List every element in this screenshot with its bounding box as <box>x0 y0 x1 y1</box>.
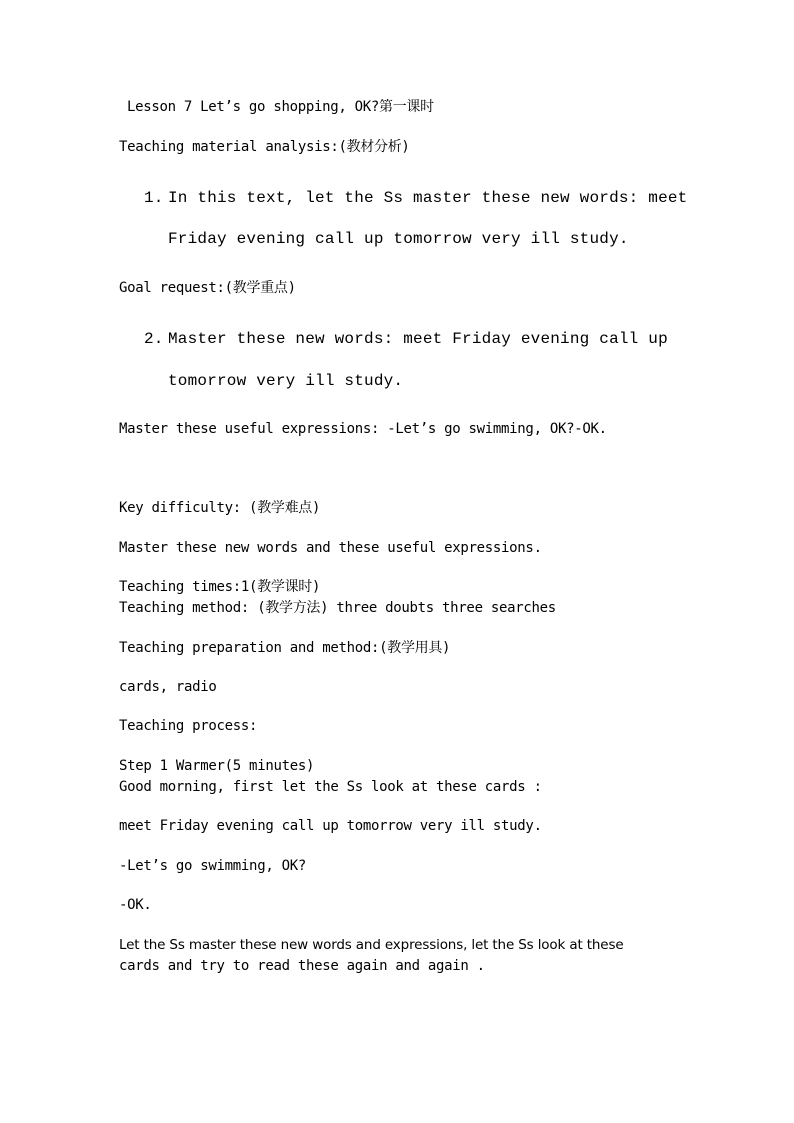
teaching-preparation: Teaching preparation and method:(教学用具) <box>119 640 451 656</box>
list-number: 2. <box>144 330 164 348</box>
goal-heading: Goal request:(教学重点) <box>119 280 296 296</box>
master-expressions-text: Master these useful expressions: -Let’s go swimming, OK?-OK. <box>119 421 607 437</box>
list-item-2-continuation: tomorrow very ill study. <box>168 372 404 390</box>
material-analysis-heading: Teaching material analysis:(教材分析) <box>119 139 410 155</box>
step-1-text: Good morning, first let the Ss look at these cards : <box>119 779 542 795</box>
dialogue-answer: -OK. <box>119 897 152 913</box>
step-1-heading: Step 1 Warmer(5 minutes) <box>119 758 315 774</box>
list-number: 1. <box>144 189 164 207</box>
list-item-text: In this text, let the Ss master these new words: meet <box>168 189 688 207</box>
master-words-text: Master these new words and these useful expressions. <box>119 540 542 556</box>
list-item-1-continuation: Friday evening call up tomorrow very ill study. <box>168 230 629 248</box>
teaching-times: Teaching times:1(教学课时) <box>119 579 321 595</box>
closing-paragraph-line-1: Let the Ss master these new words and expressions, let the Ss look at these <box>119 937 624 953</box>
list-item-1 <box>144 188 687 208</box>
list-item-text: Master these new words: meet Friday evening call up <box>168 330 668 348</box>
lesson-title: Lesson 7 Let’s go shopping, OK?第一课时 <box>127 99 434 115</box>
materials-list: cards, radio <box>119 679 217 695</box>
process-heading: Teaching process: <box>119 718 258 734</box>
list-item-2 <box>144 329 668 349</box>
key-difficulty-heading: Key difficulty: (教学难点) <box>119 500 321 516</box>
teaching-method: Teaching method: (教学方法) three doubts three searches <box>119 600 556 616</box>
dialogue-question: -Let’s go swimming, OK? <box>119 858 306 874</box>
closing-paragraph-line-2: cards and try to read these again and again . <box>119 958 485 974</box>
words-list: meet Friday evening call up tomorrow very ill study. <box>119 818 542 834</box>
